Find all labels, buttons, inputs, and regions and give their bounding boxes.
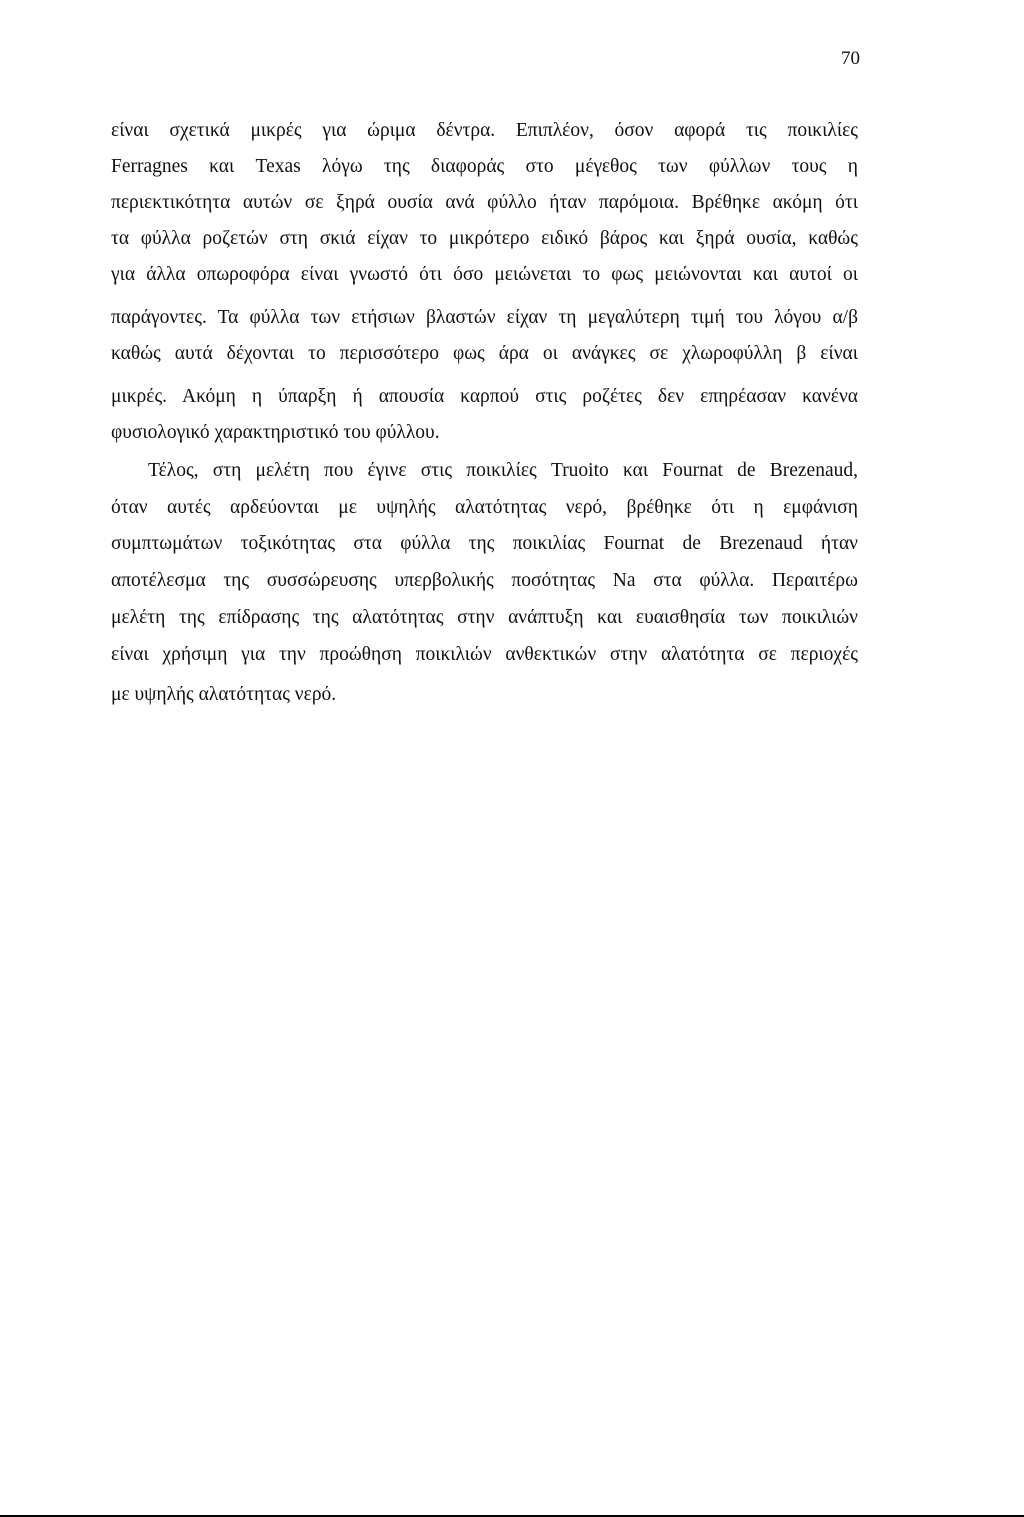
paragraph-line: περιεκτικότητα αυτών σε ξηρά ουσία ανά φύλλο ήταν παρόμοια. Βρέθηκε ακόμη ότι <box>111 192 858 213</box>
paragraph-line: είναι χρήσιμη για την προώθηση ποικιλιών ανθεκτικών στην αλατότητα σε περιοχές <box>111 644 858 665</box>
paragraph-line: μικρές. Ακόμη η ύπαρξη ή απουσία καρπού στις ροζέτες δεν επηρέασαν κανένα <box>111 386 858 407</box>
paragraph-line: είναι σχετικά μικρές για ώριμα δέντρα. Επιπλέον, όσον αφορά τις ποικιλίες <box>111 120 858 141</box>
paragraph-line: παράγοντες. Τα φύλλα των ετήσιων βλαστών είχαν τη μεγαλύτερη τιμή του λόγου α/β <box>111 307 858 328</box>
paragraph-line: καθώς αυτά δέχονται το περισσότερο φως άρα οι ανάγκες σε χλωροφύλλη β είναι <box>111 343 858 364</box>
paragraph-line: τα φύλλα ροζετών στη σκιά είχαν το μικρότερο ειδικό βάρος και ξηρά ουσία, καθώς <box>111 228 858 249</box>
paragraph-line: για άλλα οπωροφόρα είναι γνωστό ότι όσο μειώνεται το φως μειώνονται και αυτοί οι <box>111 264 858 285</box>
paragraph-line: αποτέλεσμα της συσσώρευσης υπερβολικής ποσότητας Na στα φύλλα. Περαιτέρω <box>111 570 858 591</box>
paragraph-line: όταν αυτές αρδεύονται με υψηλής αλατότητας νερό, βρέθηκε ότι η εμφάνιση <box>111 497 858 518</box>
paragraph-line: μελέτη της επίδρασης της αλατότητας στην ανάπτυξη και ευαισθησία των ποικιλιών <box>111 607 858 628</box>
paragraph-line: με υψηλής αλατότητας νερό. <box>111 684 337 705</box>
page-number: 70 <box>841 48 860 69</box>
paragraph-line: φυσιολογικό χαρακτηριστικό του φύλλου. <box>111 422 440 443</box>
paragraph-line: Τέλος, στη μελέτη που έγινε στις ποικιλίες Truoito και Fournat de Brezenaud, <box>148 460 858 481</box>
paragraph-line: συμπτωμάτων τοξικότητας στα φύλλα της ποικιλίας Fournat de Brezenaud ήταν <box>111 533 858 554</box>
paragraph-line: Ferragnes και Texas λόγω της διαφοράς στο μέγεθος των φύλλων τους η <box>111 156 858 177</box>
